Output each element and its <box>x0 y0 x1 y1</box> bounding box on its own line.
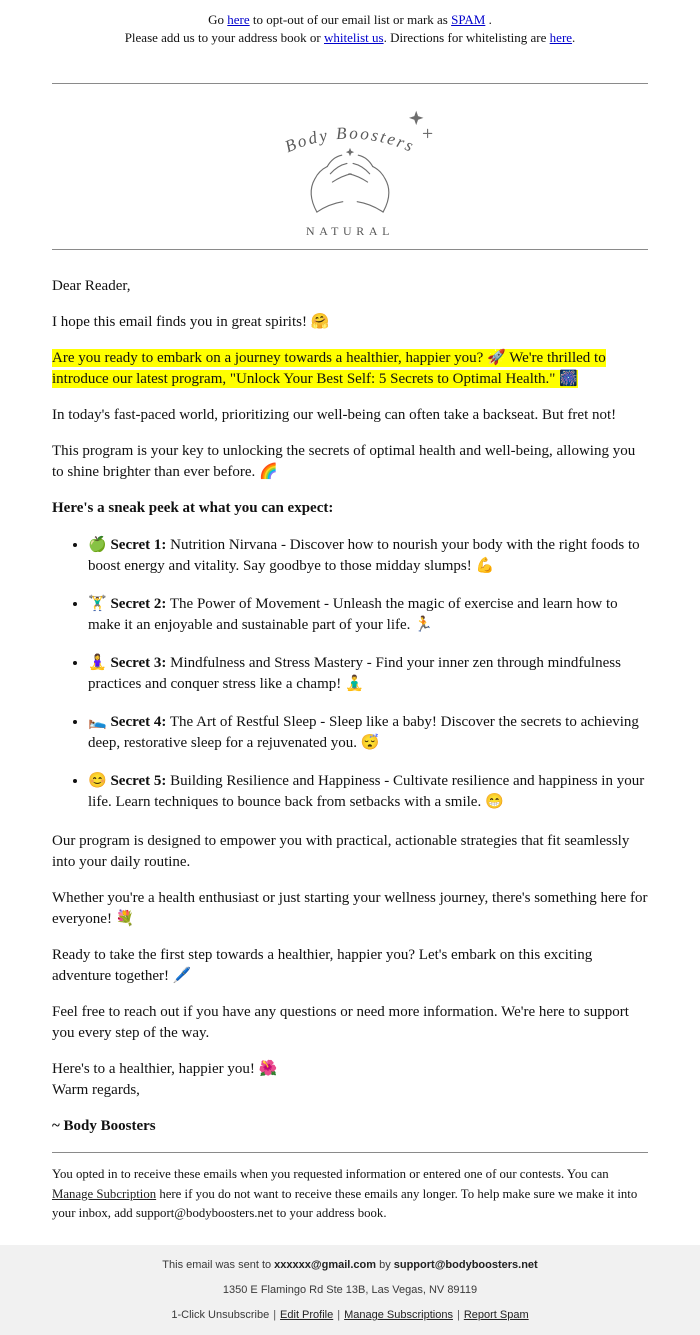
secret-2-text: The Power of Movement - Unleash the magic of exercise and learn how to make it an enjoyable and sustainable part of your life. 🏃 <box>88 596 618 634</box>
footer-separator: | <box>337 1308 341 1321</box>
secrets-list <box>52 535 648 813</box>
greeting-text: Dear Reader, <box>52 278 131 295</box>
brand-logo <box>0 84 700 249</box>
sparkle-icon <box>409 111 423 125</box>
optin-disclaimer <box>0 1153 700 1245</box>
disclaimer-text-pre: You opted in to receive these emails when you requested information or entered one of our contests. You can <box>52 1167 609 1182</box>
paragraph-everyone: Whether you're a health enthusiast or just starting your wellness journey, there's something here for everyone! 💐 <box>52 890 648 928</box>
secret-1-text: Nutrition Nirvana - Discover how to nourish your body with the right foods to boost energy and vitality. Say goodbye to those midday slumps! 💪 <box>88 537 640 575</box>
closing-regards: Warm regards, <box>52 1082 140 1099</box>
list-item-secret-2 <box>88 594 648 636</box>
brand-name-arc: Body Boosters <box>282 123 419 157</box>
signature: ~ Body Boosters <box>52 1118 156 1135</box>
sender-email: support@bodyboosters.net <box>393 1258 538 1271</box>
secret-3-label: Secret 3: <box>110 655 167 672</box>
one-click-unsubscribe[interactable]: 1-Click Unsubscribe <box>171 1308 270 1321</box>
whitelist-directions-link[interactable]: here <box>549 30 573 46</box>
sent-info-line <box>20 1259 680 1271</box>
whitelist-text-post: . <box>572 30 576 46</box>
optout-line <box>0 11 700 29</box>
whitelist-text-pre: Please add us to your address book or <box>124 30 324 46</box>
secret-1-emoji: 🍏 <box>88 537 111 554</box>
closing-toast: Here's to a healthier, happier you! 🌺 <box>52 1061 278 1078</box>
whitelist-link[interactable]: whitelist us <box>324 30 384 46</box>
body-boosters-logo-image <box>235 90 465 240</box>
edit-profile-link[interactable]: Edit Profile <box>280 1308 334 1321</box>
secret-3-text: Mindfulness and Stress Mastery - Find your inner zen through mindfulness practices and conquer stress like a champ! 🧘‍♂️ <box>88 655 621 693</box>
secret-3-emoji: 🧘‍♀️ <box>88 655 111 672</box>
footer-separator: | <box>456 1308 460 1321</box>
secret-5-emoji: 😊 <box>88 773 111 790</box>
announcement-paragraph <box>52 348 648 390</box>
list-item-secret-1 <box>88 535 648 577</box>
brand-tagline: NATURAL <box>306 224 394 239</box>
secret-5-label: Secret 5: <box>110 773 167 790</box>
sneak-peek-heading: Here's a sneak peek at what you can expect: <box>52 500 334 517</box>
secret-4-emoji: 🛌 <box>88 714 111 731</box>
paragraph-program-key: This program is your key to unlocking the secrets of optimal health and well-being, allowing you to shine brighter than ever before. 🌈 <box>52 443 636 481</box>
paragraph-reach-out: Feel free to reach out if you have any questions or need more information. We're here to support you every step of the way. <box>52 1004 629 1042</box>
optout-text-pre: Go <box>208 12 228 27</box>
paragraph-empower: Our program is designed to empower you with practical, actionable strategies that fit seamlessly into your daily routine. <box>52 833 630 871</box>
postal-address: 1350 E Flamingo Rd Ste 13B, Las Vegas, NV 89119 <box>222 1283 478 1296</box>
footer-separator: | <box>273 1308 277 1321</box>
sent-info-pre: This email was sent to <box>162 1258 275 1271</box>
closing-paragraph <box>52 1059 648 1101</box>
secret-4-text: The Art of Restful Sleep - Sleep like a baby! Discover the secrets to achieving deep, restorative sleep for a rejuvenated you. 😴 <box>88 714 639 752</box>
secret-5-text: Building Resilience and Happiness - Cultivate resilience and happiness in your life. Learn techniques to bounce back from setbacks with a smile. 😁 <box>88 773 645 811</box>
paragraph-first-step: Ready to take the first step towards a healthier, happier you? Let's embark on this exciting adventure together! 🖊️ <box>52 947 593 985</box>
whitelist-text-mid: . Directions for whitelisting are <box>383 30 550 46</box>
intro-paragraph: I hope this email finds you in great spirits! 🤗 <box>52 314 330 331</box>
manage-subscriptions-link[interactable]: Manage Subscriptions <box>344 1308 453 1321</box>
highlighted-announcement: Are you ready to embark on a journey towards a healthier, happier you? 🚀 We're thrilled to introduce our latest program, "Unlock Your Best Self: 5 Secrets to Optimal Health." 🎆 <box>52 350 606 388</box>
secret-1-label: Secret 1: <box>110 537 167 554</box>
right-hand-icon <box>349 156 389 213</box>
secret-2-label: Secret 2: <box>110 596 167 613</box>
optout-text-post: . <box>485 12 492 27</box>
list-item-secret-5 <box>88 771 648 813</box>
disclaimer-text-post: here if you do not want to receive these emails any longer. To help make sure we make it into your inbox, add support@bodyboosters.net to your address book. <box>52 1186 638 1220</box>
report-spam-link[interactable]: Report Spam <box>463 1308 529 1321</box>
sparkle-plus-icon <box>423 130 431 138</box>
secret-2-emoji: 🏋️‍♂️ <box>88 596 111 613</box>
list-item-secret-4 <box>88 712 648 754</box>
list-item-secret-3 <box>88 653 648 695</box>
optout-text-mid: to opt-out of our email list or mark as <box>249 12 452 27</box>
optout-link[interactable]: here <box>227 12 250 27</box>
paragraph-fast-paced: In today's fast-paced world, prioritizing our well-being can often take a backseat. But fret not! <box>52 407 617 424</box>
whitelist-line <box>0 29 700 47</box>
footer <box>0 1245 700 1335</box>
email-body <box>0 250 700 1152</box>
manage-subscription-link[interactable]: Manage Subcription <box>52 1186 157 1201</box>
sent-info-mid: by <box>376 1258 394 1271</box>
footer-links-line <box>20 1309 680 1321</box>
secret-4-label: Secret 4: <box>110 714 167 731</box>
recipient-email: xxxxxx@gmail.com <box>274 1258 377 1271</box>
left-hand-icon <box>311 156 351 213</box>
preheader-note <box>0 0 700 47</box>
small-sparkle-icon <box>346 148 354 156</box>
mark-spam-link[interactable]: SPAM <box>451 12 486 27</box>
